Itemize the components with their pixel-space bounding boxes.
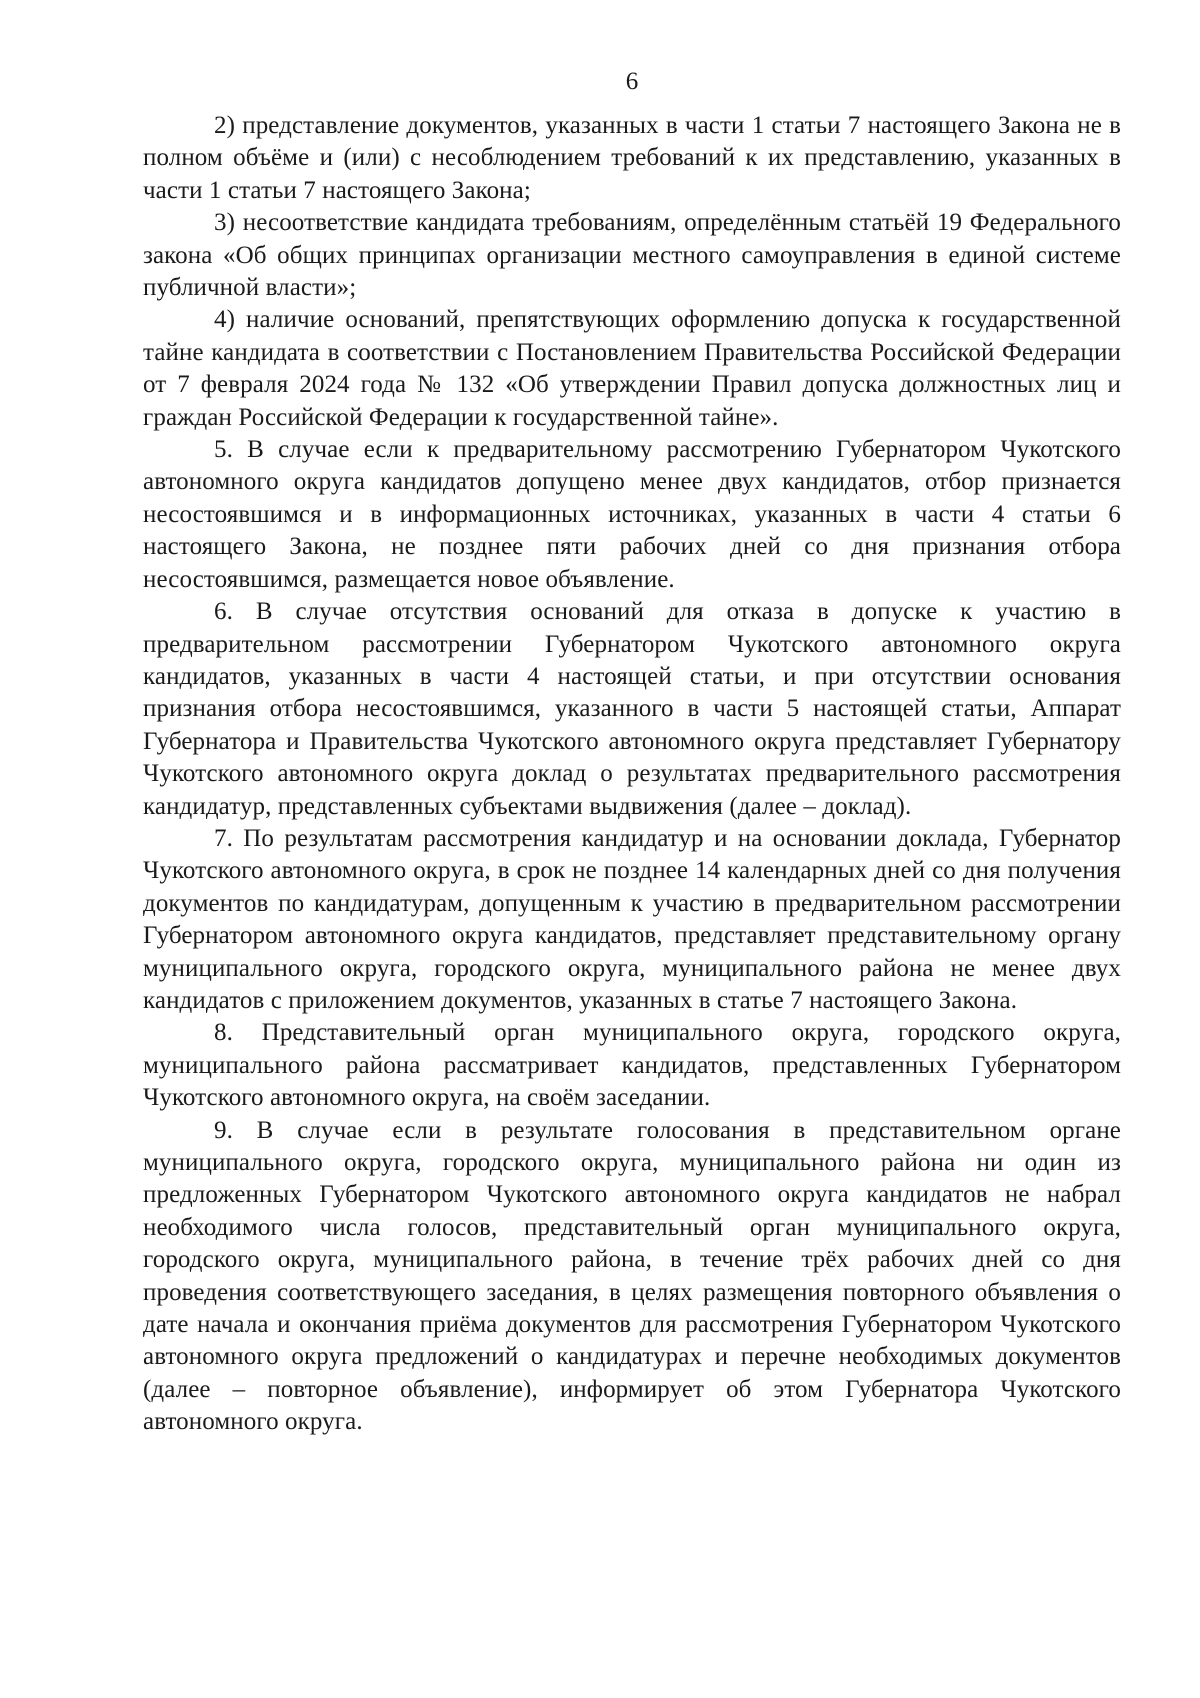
page-number: 6 (625, 68, 639, 95)
paragraph-part-9: 9. В случае если в результате голосования в представительном органе муниципального округа, городского округа, муниципального района ни один из предложенных Губернатором Чукотского автономного округа кандидатов не набрал необходимого числа голосов, представительный орган муниципального округа, городского округа, муниципального района, в течение трёх рабочих дней со дня проведения соответствующего заседания, в целях размещения повторного объявления о дате начала и окончания приёма документов для рассмотрения Губернатором Чукотского автономного округа предложений о кандидатурах и перечне необходимых документов (далее – повторное объявление), информирует об этом Губернатора Чукотского автономного округа. (143, 1116, 1121, 1436)
paragraph-part-6: 6. В случае отсутствия оснований для отказа в допуске к участию в предварительном рассмотрении Губернатором Чукотского автономного округа кандидатов, указанных в части 4 настоящей статьи, и при отсутствии основания признания отбора несостоявшимся, указанного в части 5 настоящей статьи, Аппарат Губернатора и Правительства Чукотского автономного округа представляет Губернатору Чукотского автономного округа доклад о результатах предварительного рассмотрения кандидатур, представленных субъектами выдвижения (далее – доклад). (143, 598, 1121, 820)
paragraph-item-3: 3) несоответствие кандидата требованиям, определённым статьёй 19 Федерального закона «Об общих принципах организации местного самоуправления в единой системе публичной власти»; (143, 209, 1121, 302)
paragraph-part-7: 7. По результатам рассмотрения кандидатур и на основании доклада, Губернатор Чукотского автономного округа, в срок не позднее 14 календарных дней со дня получения документов по кандидатурам, допущенным к участию в предварительном рассмотрении Губернатором автономного округа кандидатов, представляет представительному органу муниципального округа, городского округа, муниципального района не менее двух кандидатов с приложением документов, указанных в статье 7 настоящего Закона. (143, 824, 1121, 1014)
paragraph-item-2: 2) представление документов, указанных в части 1 статьи 7 настоящего Закона не в полном объёме и (или) с несоблюдением требований к их представлению, указанных в части 1 статьи 7 настоящего Закона; (143, 112, 1121, 204)
paragraph-part-5: 5. В случае если к предварительному рассмотрению Губернатором Чукотского автономного округа кандидатов допущено менее двух кандидатов, отбор признается несостоявшимся и в информационных источниках, указанных в части 4 статьи 6 настоящего Закона, не позднее пяти рабочих дней со дня признания отбора несостоявшимся, размещается новое объявление. (143, 436, 1121, 593)
paragraph-item-4: 4) наличие оснований, препятствующих оформлению допуска к государственной тайне кандидата в соответствии с Постановлением Правительства Российской Федерации от 7 февраля 2024 года № 132 «Об утверждении Правил допуска должностных лиц и граждан Российской Федерации к государственной тайне». (143, 306, 1121, 431)
paragraph-part-8: 8. Представительный орган муниципального округа, городского округа, муниципального района рассматривает кандидатов, представленных Губернатором Чукотского автономного округа, на своём заседании. (143, 1019, 1121, 1112)
document-body (143, 110, 1121, 1439)
